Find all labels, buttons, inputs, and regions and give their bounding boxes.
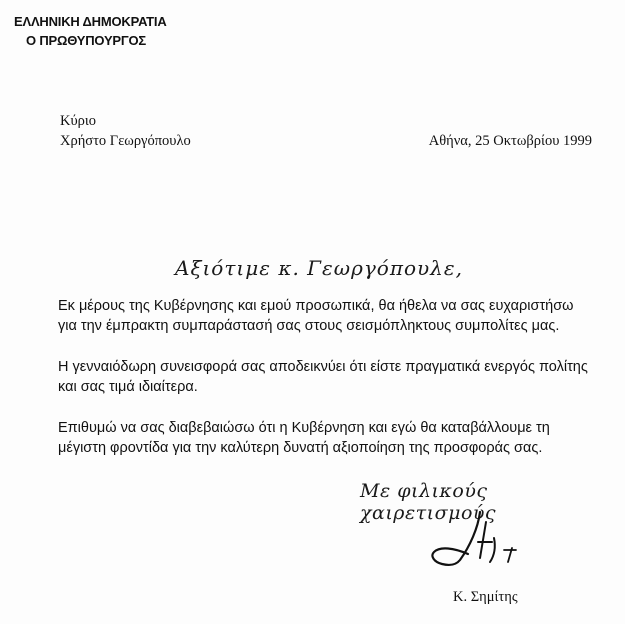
body-line: μέγιστη φροντίδα για την καλύτερη δυνατή αξιοποίηση της προσφοράς σας. <box>58 440 543 456</box>
body-line: Εκ μέρους της Κυβέρνησης και εμού προσωπικά, θα ήθελα να σας ευχαριστήσω <box>58 298 574 314</box>
body-paragraph-2 <box>58 357 593 397</box>
signatory-name: Κ. Σημίτης <box>453 589 518 605</box>
recipient-title: Κύριο <box>60 113 97 129</box>
handwritten-signature <box>420 508 530 570</box>
body-line: Η γενναιόδωρη συνεισφορά σας αποδεικνύει ότι είστε πραγματικά ενεργός πολίτης <box>58 359 588 375</box>
body-line: και σας τιμά ιδιαίτερα. <box>58 379 198 395</box>
letterhead-subtitle: Ο ΠΡΩΘΥΠΟΥΡΓΟΣ <box>26 33 147 48</box>
body-paragraph-3 <box>58 418 593 458</box>
handwritten-closing: Με φιλικούς χαιρετισμούς <box>360 480 497 524</box>
letterhead-title: ΕΛΛΗΝΙΚΗ ΔΗΜΟΚΡΑΤΙΑ <box>14 14 167 29</box>
letter-date: Αθήνα, 25 Οκτωβρίου 1999 <box>428 133 592 149</box>
recipient-name: Χρήστο Γεωργόπουλο <box>60 133 191 149</box>
body-line: Επιθυμώ να σας διαβεβαιώσω ότι η Κυβέρνηση και εγώ θα καταβάλλουμε τη <box>58 420 550 436</box>
body-line: για την έμπρακτη συμπαράστασή σας στους σεισμόπληκτους συμπολίτες μας. <box>58 318 560 334</box>
handwritten-salutation: Αξιότιμε κ. Γεωργόπουλε, <box>175 256 463 280</box>
body-paragraph-1 <box>58 296 593 336</box>
